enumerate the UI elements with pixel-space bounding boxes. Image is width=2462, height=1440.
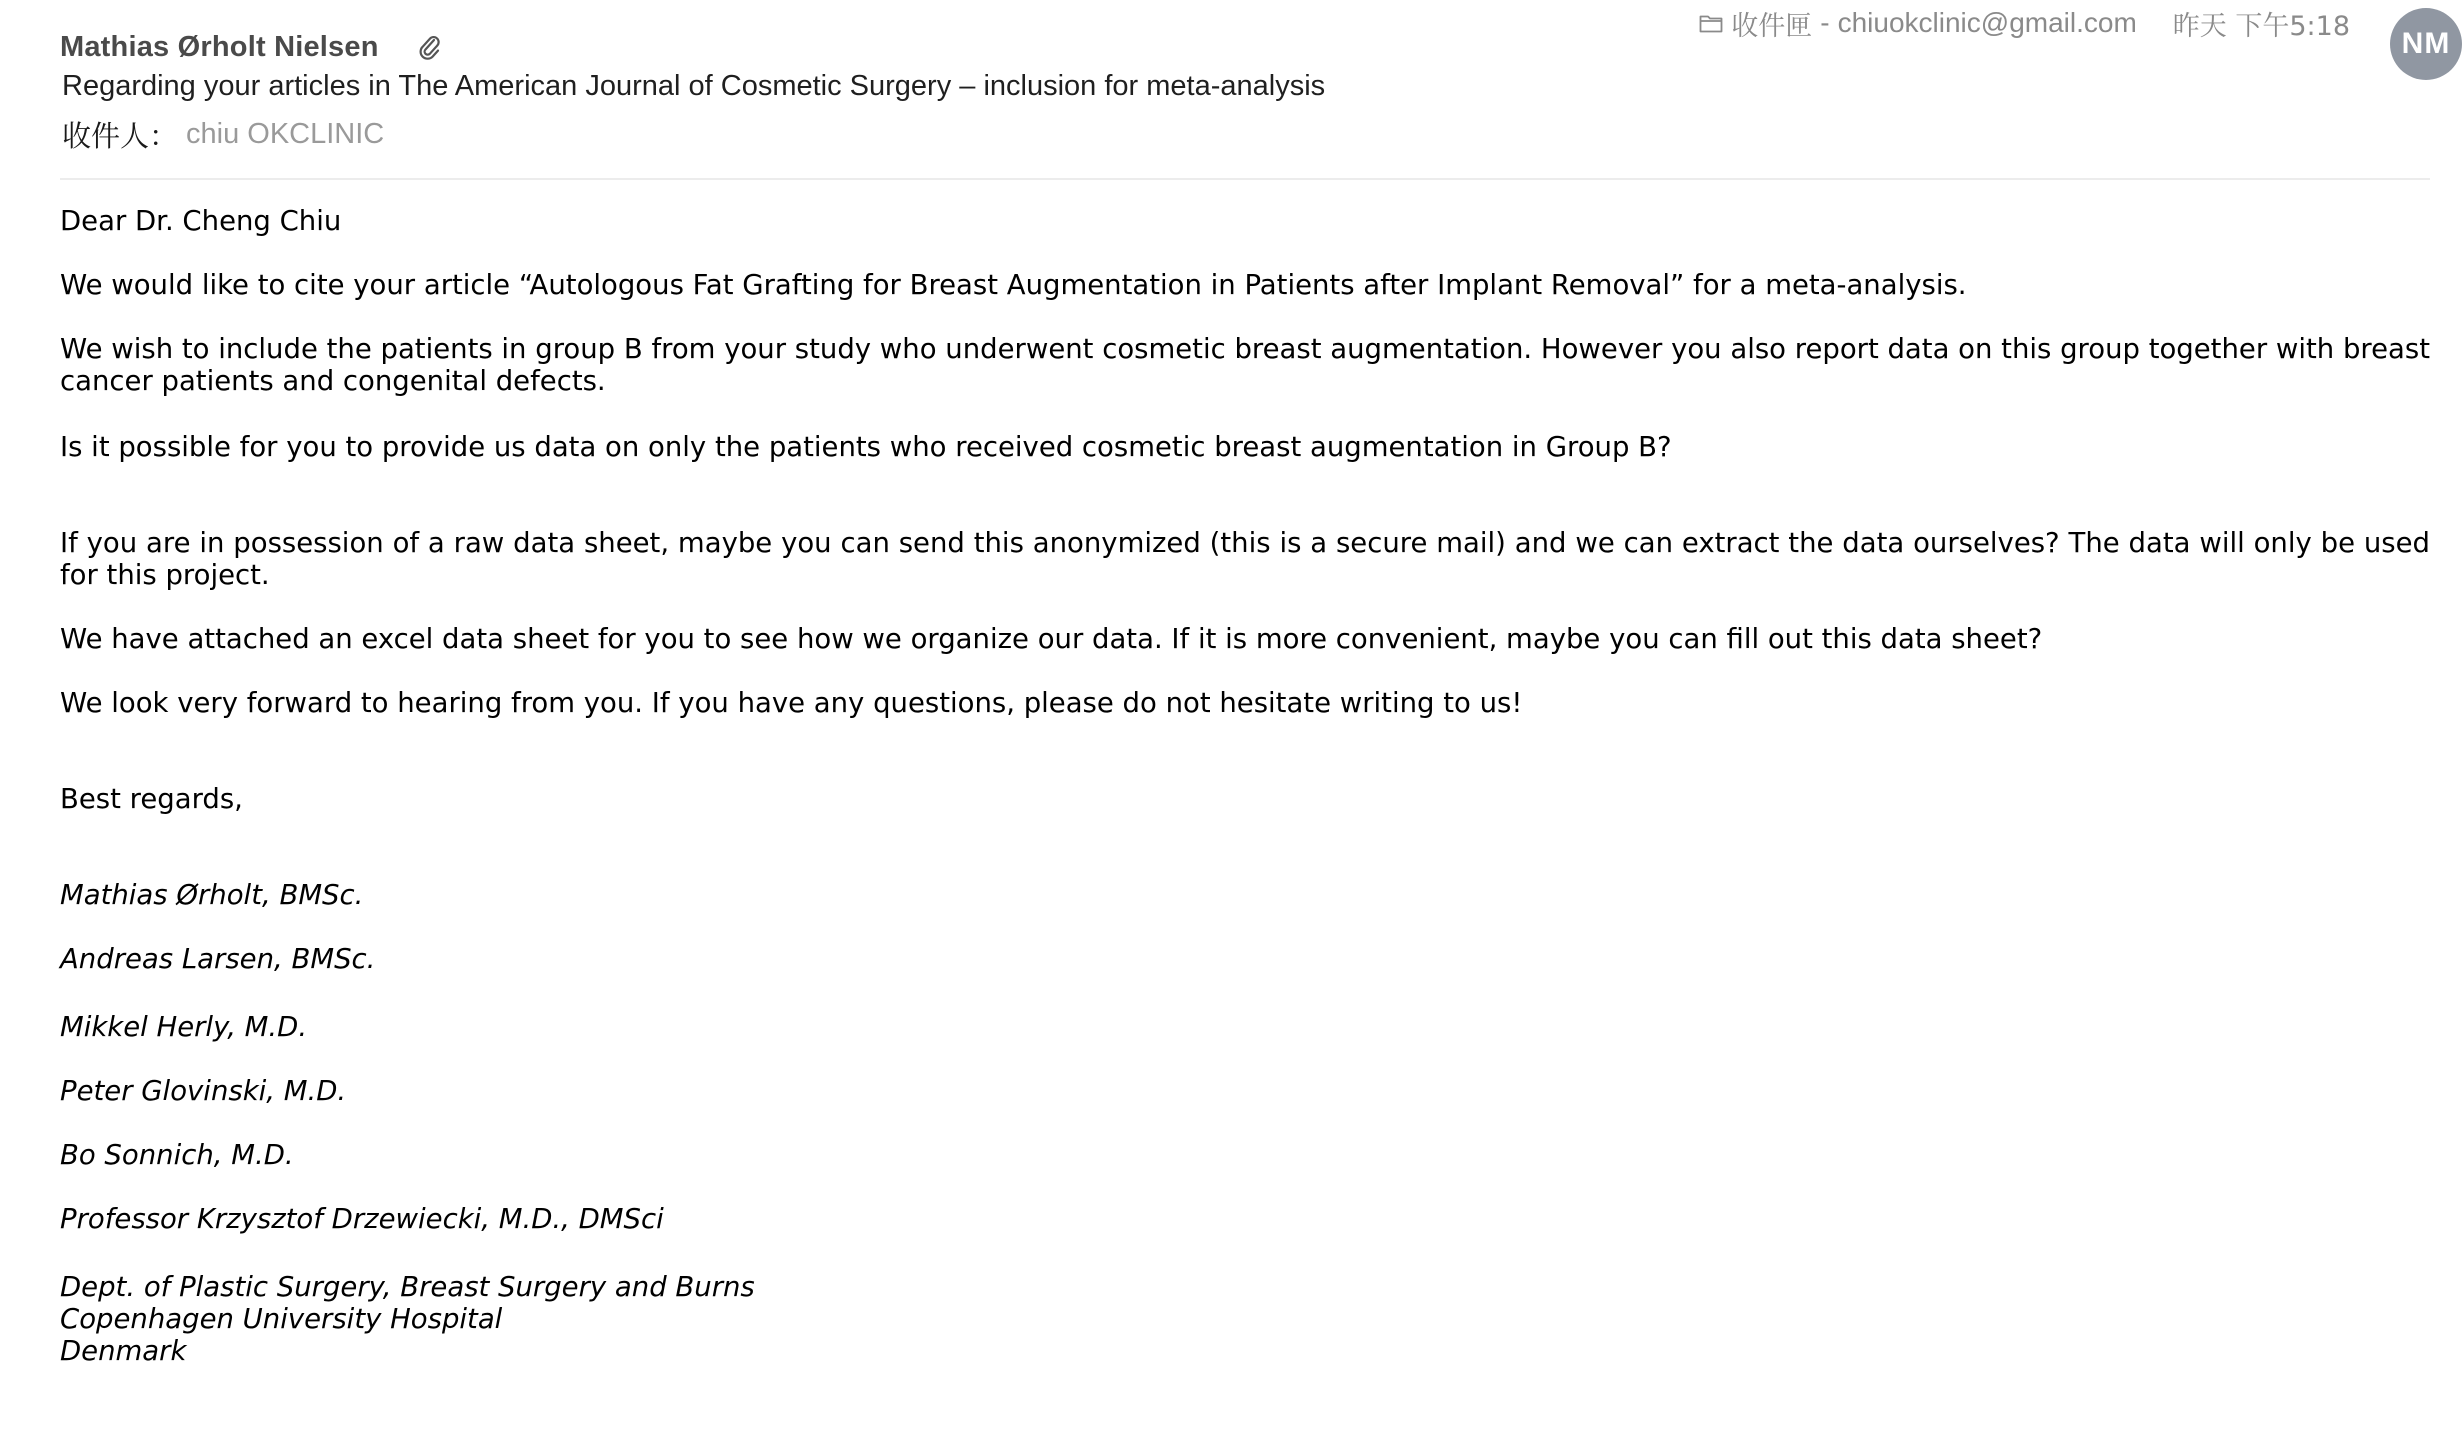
email-subject: Regarding your articles in The American Journal of Cosmetic Surgery – inclusion for meta-analysis — [62, 70, 1326, 102]
signatory: Professor Krzysztof Drzewiecki, M.D., DMSci — [60, 1203, 664, 1235]
sender-row — [60, 26, 443, 68]
signatory: Peter Glovinski, M.D. — [60, 1075, 347, 1107]
paragraph-question: Is it possible for you to provide us data on only the patients who received cosmetic breast augmentation in Group B? — [60, 431, 1672, 463]
folder-icon — [1699, 12, 1725, 34]
paragraph-excel: We have attached an excel data sheet for you to see how we organize our data. If it is more convenient, maybe you can fill out this data sheet? — [60, 623, 2043, 655]
mailbox-name[interactable]: 收件匣 — [1731, 10, 1813, 42]
signatory: Mathias Ørholt, BMSc. — [60, 879, 364, 911]
signatory: Bo Sonnich, M.D. — [60, 1139, 294, 1171]
separator: - — [1820, 7, 1830, 38]
signatory: Andreas Larsen, BMSc. — [60, 943, 376, 975]
recipient-row — [62, 114, 384, 155]
affiliation-department: Dept. of Plastic Surgery, Breast Surgery and Burns — [60, 1271, 755, 1303]
affiliation-country: Denmark — [60, 1335, 187, 1367]
paragraph-raw-data: If you are in possession of a raw data sheet, maybe you can send this anonymized (this is a secure mail) and we can extract the data ourselves? The data will only be used for this project. — [60, 527, 2430, 591]
sender-name[interactable]: Mathias Ørholt Nielsen — [60, 30, 379, 63]
greeting: Dear Dr. Cheng Chiu — [60, 205, 342, 237]
signatory: Mikkel Herly, M.D. — [60, 1011, 308, 1043]
closing: Best regards, — [60, 783, 243, 815]
affiliation-hospital: Copenhagen University Hospital — [60, 1303, 503, 1335]
recipient-name[interactable]: chiu OKCLINIC — [186, 118, 385, 150]
paragraph-include: We wish to include the patients in group B from your study who underwent cosmetic breast augmentation. However you also report data on this group together with breast cancer patients and congenital defects. — [60, 333, 2430, 397]
mailbox-info — [1699, 4, 2350, 42]
avatar-initials: NM — [2401, 27, 2451, 60]
account-email: chiuokclinic@gmail.com — [1837, 7, 2137, 38]
email-header — [60, 26, 2430, 180]
paperclip-icon[interactable] — [417, 32, 443, 62]
paragraph-closing-request: We look very forward to hearing from you. If you have any questions, please do not hesitate writing to us! — [60, 687, 1523, 719]
paragraph-cite: We would like to cite your article “Autologous Fat Grafting for Breast Augmentation in Patients after Implant Removal” for a meta-analysis. — [60, 269, 1967, 301]
received-date: 昨天 下午5:18 — [2172, 10, 2350, 42]
sender-avatar[interactable] — [2390, 8, 2462, 80]
recipient-label: 收件人： — [62, 119, 179, 153]
